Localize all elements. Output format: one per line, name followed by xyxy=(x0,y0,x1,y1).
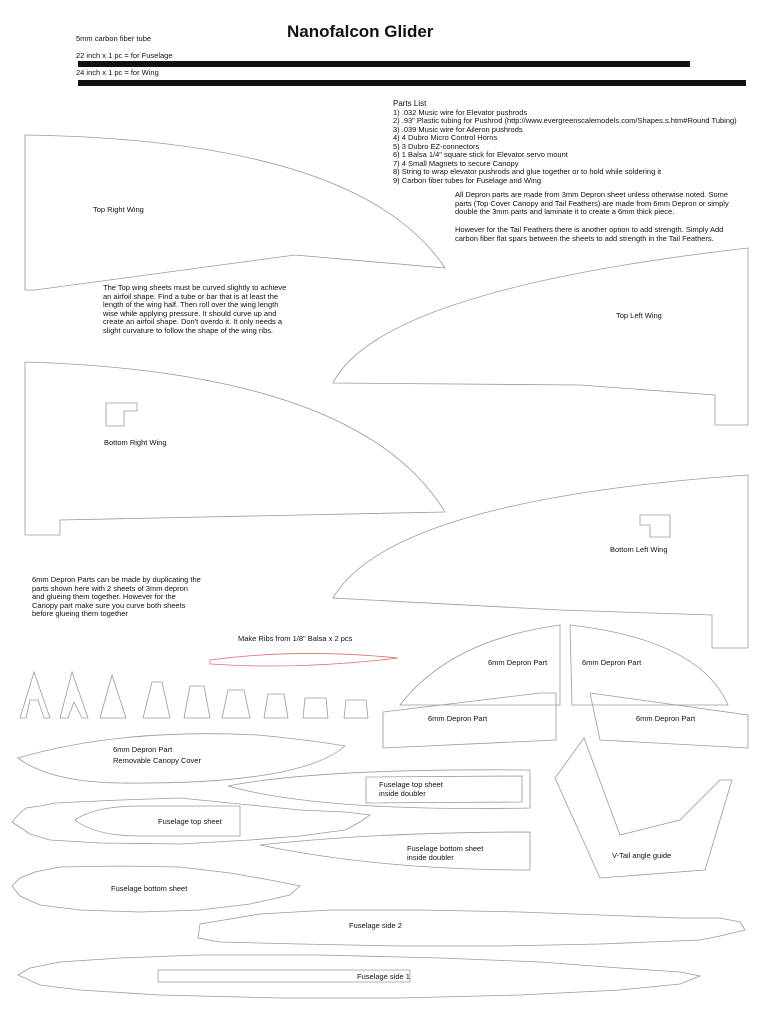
rib-8 xyxy=(303,698,328,718)
rib-6 xyxy=(222,690,250,718)
canopy-label xyxy=(113,744,201,766)
canopy-label-line2: Removable Canopy Cover xyxy=(113,756,201,765)
rib-3 xyxy=(100,675,126,718)
fuselage-bottom-doubler-line2: inside doubler xyxy=(407,853,454,862)
depron-part-label: 6mm Depron Part xyxy=(636,714,696,723)
rib-1 xyxy=(20,672,50,718)
fuselage-top-doubler-line2: inside doubler xyxy=(379,789,426,798)
parts-list-item: 7) 4 Small Magnets to secure Canopy xyxy=(393,158,519,168)
fuselage-top-sheet-label: Fuselage top sheet xyxy=(158,817,222,826)
tail-note: However for the Tail Feathers there is another option to add strength. Simply Add carbon fiber flat spars between the sheets to add strength in the Tail Feathers. xyxy=(455,225,724,243)
depron-part-label: 6mm Depron Part xyxy=(488,658,548,667)
canopy-label-line1: 6mm Depron Part xyxy=(113,745,173,754)
rib-7 xyxy=(264,694,288,718)
depron-part-label: 6mm Depron Part xyxy=(428,714,488,723)
bottom-left-wing-outline xyxy=(333,475,748,648)
top-left-wing-label: Top Left Wing xyxy=(616,311,662,320)
top-left-wing-outline xyxy=(333,248,748,425)
vtail-label: V-Tail angle guide xyxy=(612,851,672,860)
material-note-1: 5mm carbon fiber tube xyxy=(76,33,152,43)
curve-note: The Top wing sheets must be curved slightly to achieve an airfoil shape. Find a tube or bar that is at least the length of the wing half. Then roll over the wing length wise while applying pressure. It should curve up and create an airfoil shape. Don't overdo it. It only needs a slight curvature to follow the shape of the wing ribs. xyxy=(103,283,287,335)
material-note-2: 22 inch x 1 pc = for Fuselage xyxy=(76,50,173,60)
parts-list-item: 8) String to wrap elevator pushrods and glue together or to hold while soldering it xyxy=(393,167,662,176)
depron-part-label: 6mm Depron Part xyxy=(582,658,642,667)
top-right-wing-outline xyxy=(25,135,445,290)
parts-list-item: 6) 1 Balsa 1/4" square stick for Elevator servo mount xyxy=(393,150,568,159)
parts-list-item: 4) 4 Dubro Micro Control Horns xyxy=(393,133,498,142)
page-title: Nanofalcon Glider xyxy=(287,22,434,41)
bottom-left-wing-label: Bottom Left Wing xyxy=(610,545,668,554)
fuselage-top-doubler-line1: Fuselage top sheet xyxy=(379,780,443,789)
fuselage-top-doubler-label xyxy=(379,780,443,798)
bottom-right-wing-label: Bottom Right Wing xyxy=(104,438,167,447)
fuselage-side2-label: Fuselage side 2 xyxy=(349,921,402,930)
rib-9 xyxy=(344,700,368,718)
duplicate-note: 6mm Depron Parts can be made by duplicating the parts shown here with 2 sheets of 3mm depron and glueing them together. However for the Canopy part make sure you curve both sheets before glueing them together xyxy=(32,575,201,618)
parts-list-heading: Parts List xyxy=(393,99,427,108)
fuselage-bottom-doubler-outline xyxy=(260,832,530,870)
rib-5 xyxy=(184,686,210,718)
parts-list-item: 1) .032 Music wire for Elevator pushrods xyxy=(393,107,528,117)
top-right-wing-label: Top Right Wing xyxy=(93,205,144,214)
bottom-right-wing-cutout xyxy=(106,403,137,426)
fuselage-bottom-sheet-label: Fuselage bottom sheet xyxy=(111,884,188,893)
rib-4 xyxy=(143,682,170,718)
bottom-right-wing-outline xyxy=(25,362,445,535)
fuselage-bottom-doubler-label xyxy=(407,844,483,862)
depron-note: All Depron parts are made from 3mm Depron sheet unless otherwise noted. Some parts (Top Cover Canopy and Tail Feathers) are made from 6mm Depron or simply double the 3mm parts and laminate it to create a 6mm thick piece. xyxy=(455,190,729,216)
material-note-3: 24 inch x 1 pc = for Wing xyxy=(76,67,159,77)
balsa-rib-outline xyxy=(210,653,398,666)
fuselage-bottom-doubler-line1: Fuselage bottom sheet xyxy=(407,844,484,853)
bottom-left-wing-cutout xyxy=(640,515,670,537)
ribs-label: Make Ribs from 1/8" Balsa x 2 pcs xyxy=(238,634,353,643)
parts-list-item: 2) .93" Plastic tubing for Pushrod (http://www.evergreenscalemodels.com/Shapes.s.htm#Round Tubing) xyxy=(393,116,737,125)
fuselage-side1-label: Fuselage side 1 xyxy=(357,972,410,981)
parts-list-item: 5) 3 Dubro EZ-connectors xyxy=(393,141,480,151)
parts-list-item: 9) Carbon fiber tubes for Fuselage and Wing xyxy=(393,175,541,185)
parts-list-item: 3) .039 Music wire for Aileron pushrods xyxy=(393,124,523,134)
fuselage-side2-outline xyxy=(198,910,745,946)
rib-2 xyxy=(60,672,88,718)
